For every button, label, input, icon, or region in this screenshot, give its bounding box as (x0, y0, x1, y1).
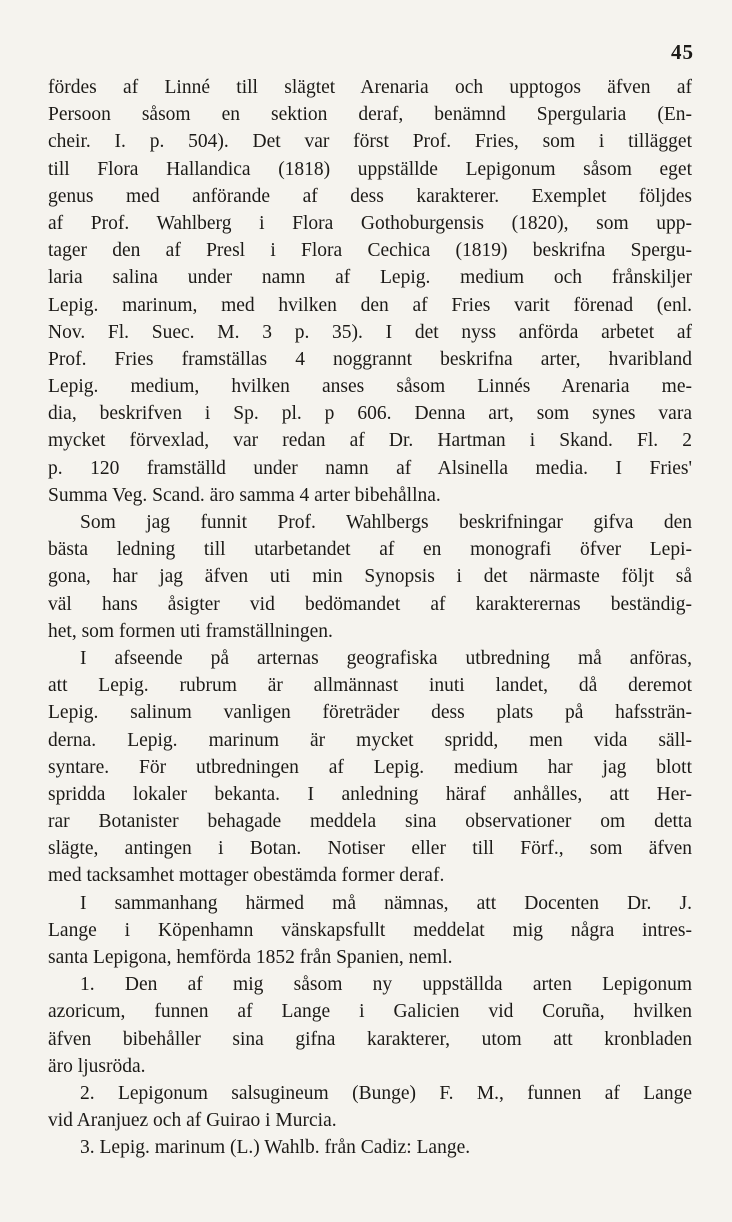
paragraph-4 (48, 890, 692, 972)
text-line: gona, har jag äfven uti min Synopsis i det närmaste följt så (48, 566, 692, 588)
text-line: derna. Lepig. marinum är mycket spridd, men vida säll- (48, 729, 692, 751)
text-line: med tacksamhet mottager obestämda former deraf. (48, 865, 445, 887)
text-line: Summa Veg. Scand. äro samma 4 arter bibehållna. (48, 484, 441, 506)
text-line: äro ljusröda. (48, 1055, 146, 1077)
text-line: genus med anförande af dess karakterer. Exemplet följdes (48, 185, 692, 207)
text-line: het, som formen uti framställningen. (48, 620, 333, 642)
text-line: 3. Lepig. marinum (L.) Wahlb. från Cadiz: Lange. (80, 1137, 471, 1159)
text-line: slägte, antingen i Botan. Notiser eller till Förf., som äfven (48, 838, 692, 860)
paragraph-2 (48, 509, 692, 645)
text-line: 1. Den af mig såsom ny uppställda arten Lepigonum (80, 974, 692, 996)
text-line: att Lepig. rubrum är allmännast inuti landet, då deremot (48, 675, 692, 697)
paragraph-5 (48, 971, 692, 1080)
paragraph-6 (48, 1080, 692, 1134)
text-line: tager den af Presl i Flora Cechica (1819) beskrifna Spergu- (48, 240, 692, 262)
text-line: till Flora Hallandica (1818) uppställde Lepigonum såsom eget (48, 158, 692, 180)
text-line: spridda lokaler bekanta. I anledning häraf anhålles, att Her- (48, 783, 692, 805)
text-line: laria salina under namn af Lepig. medium och frånskiljer (48, 267, 692, 289)
paragraph-3 (48, 645, 692, 890)
text-line: Som jag funnit Prof. Wahlbergs beskrifningar gifva den (80, 512, 692, 533)
text-line: af Prof. Wahlberg i Flora Gothoburgensis (1820), som upp- (48, 212, 692, 234)
text-line: Lepig. salinum vanligen företräder dess plats på hafssträn- (48, 702, 692, 724)
text-line: syntare. För utbredningen af Lepig. medium har jag blott (48, 756, 692, 778)
text-line: cheir. I. p. 504). Det var först Prof. Fries, som i tillägget (48, 131, 692, 153)
paragraph-7 (48, 1134, 692, 1161)
text-line: vid Aranjuez och af Guirao i Murcia. (48, 1110, 337, 1132)
text-line: I sammanhang härmed må nämnas, att Docenten Dr. J. (80, 892, 692, 914)
text-line: Lange i Köpenhamn vänskapsfullt meddelat mig några intres- (48, 919, 692, 941)
text-line: santa Lepigona, hemförda 1852 från Spanien, neml. (48, 947, 453, 968)
text-line: bästa ledning till utarbetandet af en monografi öfver Lepi- (48, 539, 692, 561)
text-line: Nov. Fl. Suec. M. 3 p. 35). I det nyss anförda arbetet af (48, 321, 692, 343)
text-line: azoricum, funnen af Lange i Galicien vid Coruña, hvilken (48, 1001, 692, 1023)
body-text (48, 74, 692, 1162)
text-line: rar Botanister behagade meddela sina observationer om detta (48, 811, 692, 833)
text-line: p. 120 framställd under namn af Alsinella media. I Fries' (48, 457, 692, 479)
text-line: Persoon såsom en sektion deraf, benämnd Spergularia (En- (48, 104, 692, 126)
text-line: mycket förvexlad, var redan af Dr. Hartman i Skand. Fl. 2 (48, 430, 692, 452)
text-line: Prof. Fries framställas 4 noggrannt beskrifna arter, hvaribland (48, 348, 692, 370)
text-line: äfven bibehåller sina gifna karakterer, utom att kronbladen (48, 1028, 692, 1050)
text-line: I afseende på arternas geografiska utbredning må anföras, (80, 647, 692, 669)
text-line: Lepig. marinum, med hvilken den af Fries varit förenad (enl. (48, 294, 692, 316)
paragraph-1 (48, 74, 692, 509)
text-line: väl hans åsigter vid bedömandet af karakterernas beständig- (48, 593, 692, 615)
page-number: 45 (671, 40, 694, 64)
text-line: fördes af Linné till slägtet Arenaria och upptogos äfven af (48, 77, 692, 98)
text-line: Lepig. medium, hvilken anses såsom Linnés Arenaria me- (48, 376, 692, 398)
text-line: 2. Lepigonum salsugineum (Bunge) F. M., funnen af Lange (80, 1082, 692, 1104)
text-line: dia, beskrifven i Sp. pl. p 606. Denna art, som synes vara (48, 403, 692, 425)
